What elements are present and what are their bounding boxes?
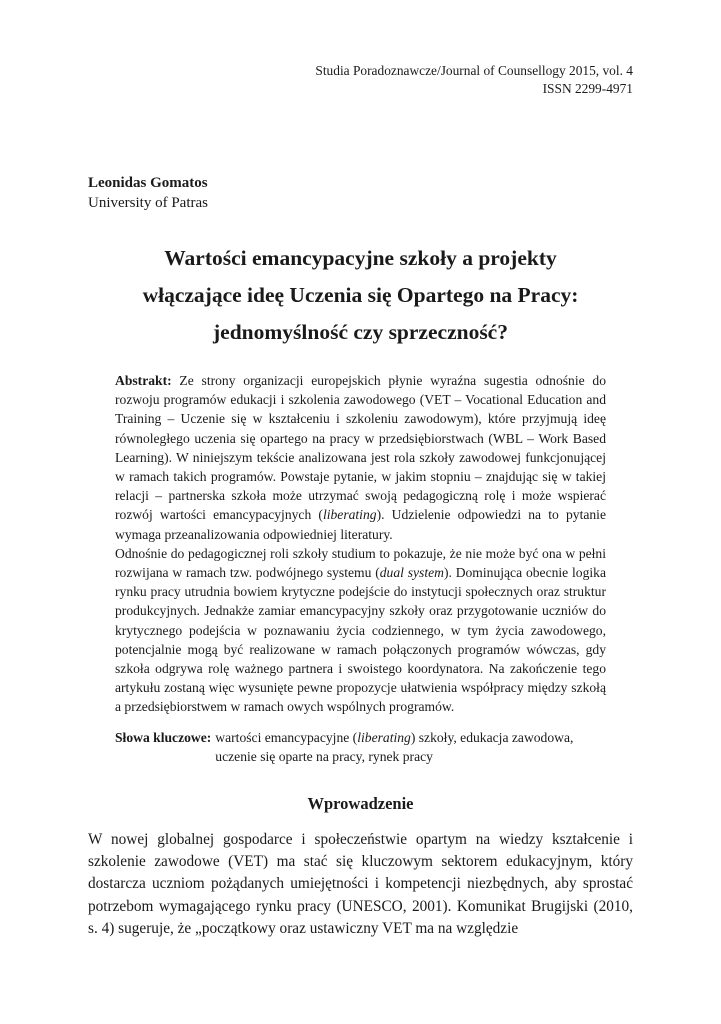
journal-name: Studia Poradoznawcze/Journal of Counsellogy 2015, vol. 4 xyxy=(315,63,633,78)
article-title xyxy=(88,240,633,351)
abstract-text: Odnośnie do pedagogicznej roli szkoły studium to pokazuje, że nie może być ona w pełni rozwijana w ramach tzw. podwójnego systemu ( xyxy=(115,545,606,581)
abstract-text: ). Udzielenie odpowiedzi na to pytanie wymaga przeanalizowania odpowiedniej literatury. xyxy=(115,507,606,542)
abstract-emphasis: liberating xyxy=(322,507,377,523)
abstract-emphasis: dual system xyxy=(379,565,444,581)
keywords-text xyxy=(215,728,610,766)
abstract-paragraph xyxy=(115,371,606,544)
keywords-emphasis: liberating xyxy=(357,730,411,745)
body-paragraph: W nowej globalnej gospodarce i społeczeństwie opartym na wiedzy kształcenie i szkolenie zawodowe (VET) ma stać się kluczowym sektorem edukacyjnym, który dostarcza uczniom pożądanych umiejętności i kompetencji niezbędnych, aby sprostać potrzebom wymagającego rynku pracy (UNESCO, 2001). Komunikat Brugijski (2010, s. 4) sugeruje, że „początkowy oraz ustawiczny VET ma na względzie xyxy=(88,831,633,937)
abstract-label: Abstrakt: xyxy=(115,373,172,388)
abstract-paragraph xyxy=(115,544,606,717)
journal-header xyxy=(315,62,633,98)
abstract-text: Ze strony organizacji europejskich płynie wyraźna sugestia odnośnie do rozwoju programów edukacji i szkolenia zawodowego (VET – Vocational Education and Training – Uczenie się w kształceniu i szkoleniu zawodowym), które przyjmują ideę równoległego uczenia się opartego na pracy w przedsiębiorstwach (WBL – Work Based Learning). W niniejszym tekście analizowana jest rola szkoły zawodowej funkcjonującej w ramach takich programów. Powstaje pytanie, w jakim stopniu – znajdując się w takiej relacji – partnerska szkoła może utrzymać swoją pedagogiczną rolę i może wspierać rozwój wartości emancypacyjnych ( xyxy=(115,373,606,523)
author-name: Leonidas Gomatos xyxy=(88,175,208,191)
abstract-text: ). Dominująca obecnie logika rynku pracy utrudnia bowiem krytyczne podejście do instytucji społecznych oraz struktur produkcyjnych. Jednakże zamiar emancypacyjny szkoły oraz przygotowanie uczniów do krytycznego podejścia w poznawaniu życia codziennego, w tym życia zawodowego, potencjalnie mogą być realizowane w ramach połączonych programów wówczas, gdy szkoła odgrywa rolę ważnego partnera i swoistego koordynatora. Na zakończenie tego artykułu zostaną więc wysunięte pewne propozycje ułatwienia współpracy między szkołą a przedsiębiorstwem w ramach owych wspólnych programów. xyxy=(115,565,606,715)
keywords-part: wartości emancypacyjne ( xyxy=(215,730,358,745)
title-line: włączające ideę Uczenia się Opartego na Pracy: xyxy=(142,283,579,307)
title-line: jednomyślność czy sprzeczność? xyxy=(213,320,508,344)
keywords-label: Słowa kluczowe: xyxy=(115,730,212,745)
author-block xyxy=(88,173,208,213)
keywords xyxy=(115,728,610,766)
title-line: Wartości emancypacyjne szkoły a projekty xyxy=(164,246,557,270)
keywords-part: ) szkoły, edukacja zawodowa, uczenie się oparte na pracy, rynek pracy xyxy=(215,730,574,765)
author-affiliation: University of Patras xyxy=(88,195,208,211)
section-heading: Wprowadzenie xyxy=(307,794,414,813)
issn: ISSN 2299-4971 xyxy=(542,81,633,96)
abstract xyxy=(115,371,606,717)
